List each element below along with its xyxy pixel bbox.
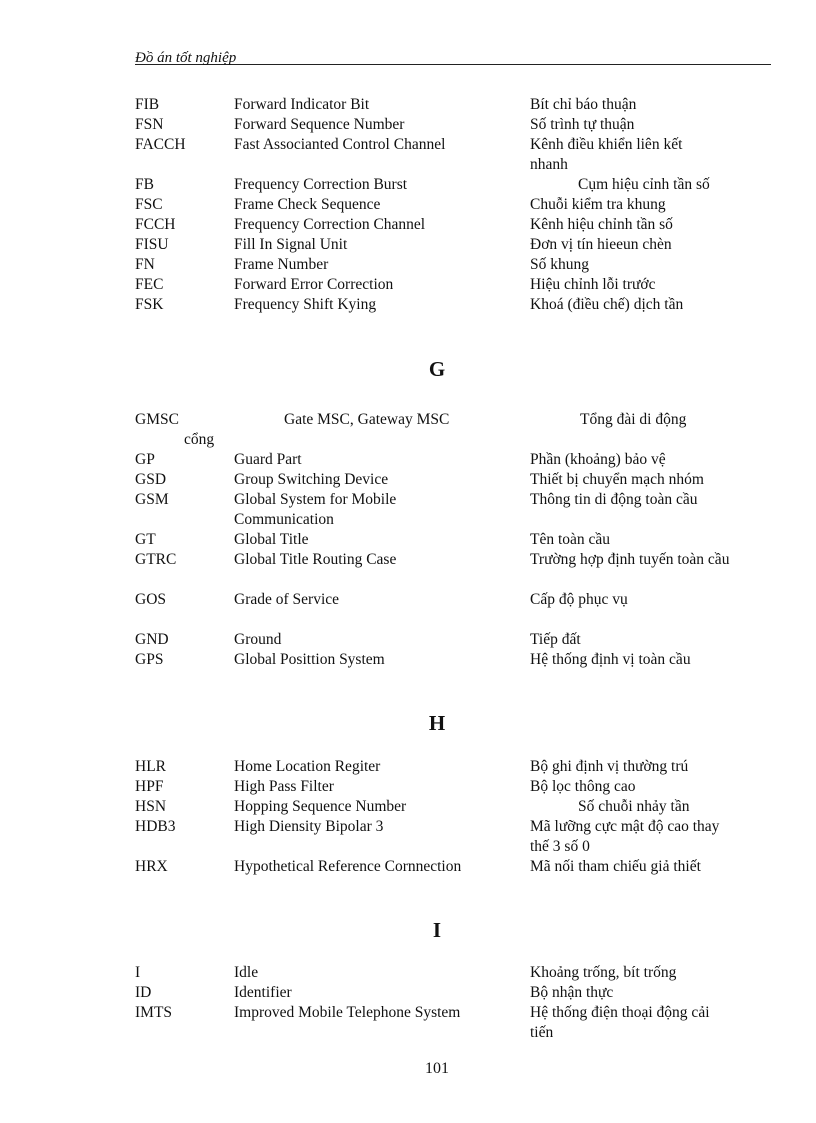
term: Forward Sequence Number <box>234 116 405 133</box>
abbr: GOS <box>135 591 167 608</box>
abbr: GMSC <box>135 411 179 428</box>
meaning: Mã lưỡng cực mật độ cao thay thế 3 số 0 <box>530 818 720 855</box>
term: High Diensity Bipolar 3 <box>234 818 384 835</box>
term: Fast Associanted Control Channel <box>234 136 446 153</box>
section-heading-i: I <box>432 918 442 942</box>
meaning: Mã nối tham chiếu giả thiết <box>530 858 701 875</box>
meaning: Cấp độ phục vụ <box>530 591 628 608</box>
meaning: Tên toàn cầu <box>530 531 611 548</box>
meaning: Bít chỉ báo thuận <box>530 96 637 113</box>
abbr: HLR <box>135 758 166 775</box>
term-continuation: Communication <box>234 511 334 528</box>
header-title: Đồ án tốt nghiệp <box>135 50 237 66</box>
abbr: IMTS <box>135 1004 173 1021</box>
term: Global Posittion System <box>234 651 385 668</box>
page-number: 101 <box>425 1060 449 1077</box>
meaning: Hiệu chỉnh lỗi trước <box>530 276 656 293</box>
term: Idle <box>234 964 259 981</box>
abbr: GTRC <box>135 551 177 568</box>
abbr: FSK <box>135 296 164 313</box>
meaning: Số khung <box>530 256 589 273</box>
term: Grade of Service <box>234 591 340 608</box>
meaning: Thông tin di động toàn cầu <box>530 491 698 508</box>
term: Forward Error Correction <box>234 276 394 293</box>
term: Fill In Signal Unit <box>234 236 348 253</box>
abbr: GPS <box>135 651 164 668</box>
meaning: Kênh hiệu chỉnh tần số <box>530 216 673 233</box>
abbr: FN <box>135 256 155 273</box>
meaning-continuation: cổng <box>184 431 215 448</box>
abbr: HSN <box>135 798 167 815</box>
abbr: FB <box>135 176 154 193</box>
abbr: ID <box>135 984 152 1001</box>
meaning: Thiết bị chuyển mạch nhóm <box>530 471 704 488</box>
term: Forward Indicator Bit <box>234 96 370 113</box>
meaning: Số trình tự thuận <box>530 116 635 133</box>
abbr: FACCH <box>135 136 186 153</box>
meaning: Hệ thống định vị toàn cầu <box>530 651 691 668</box>
meaning: Trường hợp định tuyến toàn cầu <box>530 551 730 568</box>
meaning: Số chuỗi nhảy tần <box>578 798 690 815</box>
term: Frame Number <box>234 256 329 273</box>
abbr: FSC <box>135 196 163 213</box>
term: Frequency Correction Channel <box>234 216 426 233</box>
term: Frequency Shift Kying <box>234 296 377 313</box>
meaning: Cụm hiệu cỉnh tần số <box>578 176 710 193</box>
abbr: HDB3 <box>135 818 176 835</box>
term: Frame Check Sequence <box>234 196 381 213</box>
term: Improved Mobile Telephone System <box>234 1004 461 1021</box>
abbr: I <box>135 964 141 981</box>
term: High Pass Filter <box>234 778 334 795</box>
term: Hypothetical Reference Cornnection <box>234 858 462 875</box>
meaning: Hệ thống điện thoại động cải tiến <box>530 1004 710 1041</box>
meaning: Chuỗi kiểm tra khung <box>530 196 666 213</box>
page-header <box>135 46 771 65</box>
term: Hopping Sequence Number <box>234 798 407 815</box>
term: Frequency Correction Burst <box>234 176 408 193</box>
abbr: FISU <box>135 236 169 253</box>
abbr: FEC <box>135 276 164 293</box>
term: Guard Part <box>234 451 302 468</box>
meaning: Đơn vị tín hieeun chèn <box>530 236 672 253</box>
abbr: GND <box>135 631 169 648</box>
meaning: Tiếp đất <box>530 631 581 648</box>
abbr: GP <box>135 451 155 468</box>
term: Global Title <box>234 531 309 548</box>
term: Identifier <box>234 984 292 1001</box>
meaning: Kênh điều khiển liên kết nhanh <box>530 136 683 173</box>
term: Global System for Mobile <box>234 491 397 508</box>
term: Global Title Routing Case <box>234 551 397 568</box>
abbr: GT <box>135 531 156 548</box>
abbr: HPF <box>135 778 164 795</box>
section-heading-h: H <box>428 711 446 735</box>
meaning: Khoảng trống, bít trống <box>530 964 677 981</box>
meaning: Khoá (điều chế) dịch tần <box>530 296 684 313</box>
term: Gate MSC, Gateway MSC <box>284 411 450 428</box>
abbr: HRX <box>135 858 168 875</box>
abbr: FCCH <box>135 216 176 233</box>
section-heading-g: G <box>428 357 446 381</box>
meaning: Bộ lọc thông cao <box>530 778 636 795</box>
abbr: GSM <box>135 491 169 508</box>
abbr: FSN <box>135 116 164 133</box>
meaning: Phần (khoảng) bảo vệ <box>530 451 666 468</box>
meaning: Bộ ghi định vị thường trú <box>530 758 689 775</box>
term: Ground <box>234 631 282 648</box>
term: Group Switching Device <box>234 471 389 488</box>
abbr: GSD <box>135 471 167 488</box>
term: Home Location Regiter <box>234 758 381 775</box>
abbr: FIB <box>135 96 160 113</box>
meaning: Tổng đài di động <box>580 411 687 428</box>
meaning: Bộ nhận thực <box>530 984 614 1001</box>
